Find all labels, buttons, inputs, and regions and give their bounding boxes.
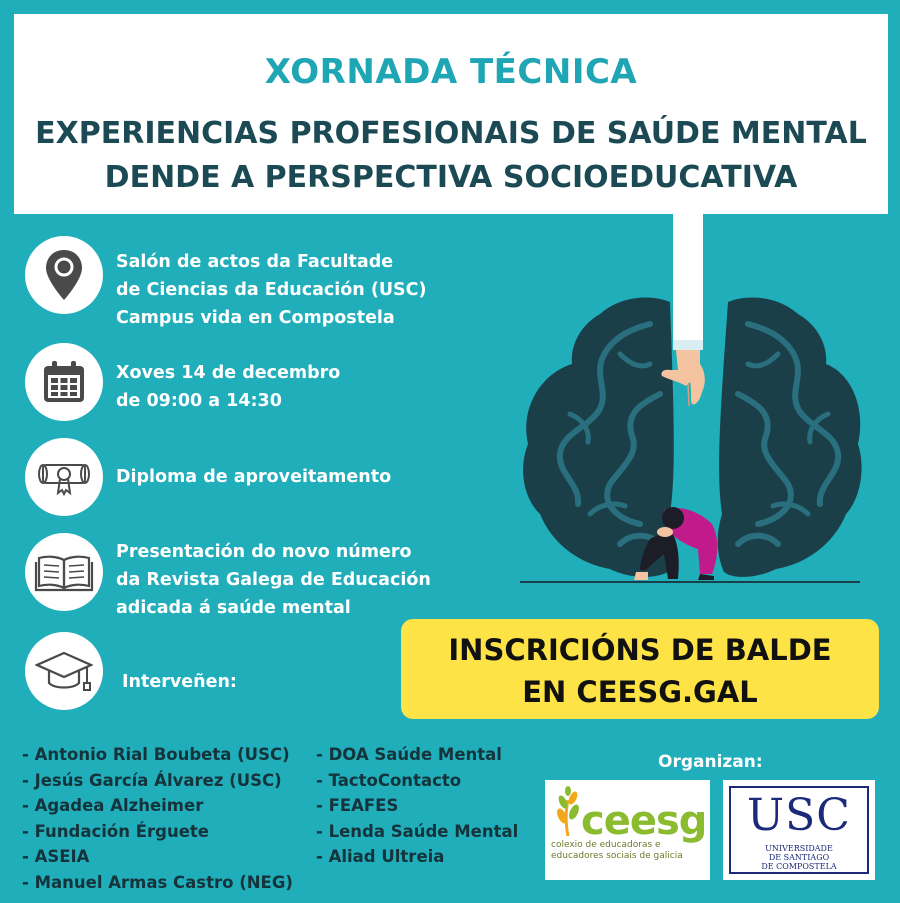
right-brain-hemisphere (718, 298, 862, 577)
calendar-icon (25, 343, 103, 421)
list-item: - Agadea Alzheimer (22, 796, 204, 815)
registration-line-1: INSCRICIÓNS DE BALDE (448, 633, 832, 667)
venue-text: Salón de actos da Facultade de Ciencias da Educación (USC) Campus vida en Compostela (116, 252, 427, 328)
event-title-line-2: DENDE A PERSPECTIVA SOCIOEDUCATIVA (104, 160, 798, 195)
list-item: - Antonio Rial Boubeta (USC) (22, 745, 290, 764)
graduation-cap-icon (25, 632, 103, 710)
speakers-list-right (316, 742, 518, 870)
list-item: - Manuel Armas Castro (NEG) (22, 872, 293, 892)
list-item: - TactoContacto (316, 770, 462, 790)
list-item: - Fundación Érguete (22, 821, 209, 841)
list-item: - Jesús García Álvarez (USC) (22, 770, 282, 790)
list-item: - Aliad Ultreia (316, 847, 445, 866)
wheat-icon (551, 786, 585, 838)
date-time-text: Xoves 14 de decembro de 09:00 a 14:30 (116, 363, 341, 411)
speakers-list-left (22, 742, 293, 895)
diploma-icon (25, 438, 103, 516)
ceesg-wordmark: ceesg (581, 798, 707, 844)
list-item: - DOA Saúde Mental (316, 745, 502, 764)
list-item: - FEAFES (316, 796, 399, 815)
journal-text: Presentación do novo número da Revista Galega de Educación adicada á saúde mental (116, 542, 431, 618)
ceesg-subtitle: colexio de educadoras e educadores sociais de galicia (551, 840, 683, 861)
header-banner (14, 14, 888, 214)
event-title-line-1: EXPERIENCIAS PROFESIONAIS DE SAÚDE MENTAL (35, 116, 867, 151)
ceesg-logo (545, 780, 710, 880)
usc-logo (723, 780, 875, 880)
open-book-icon (25, 533, 103, 611)
diploma-text: Diploma de aproveitamento (116, 467, 392, 487)
usc-subtitle: UNIVERSIDADE DE SANTIAGO DE COMPOSTELA (761, 844, 837, 871)
usc-wordmark: USC (747, 790, 851, 841)
left-brain-hemisphere (523, 298, 674, 577)
list-item: - Lenda Saúde Mental (316, 821, 519, 841)
event-kicker: XORNADA TÉCNICA (264, 52, 638, 92)
organizers-label: Organizan: (658, 752, 763, 772)
location-pin-icon (25, 236, 103, 314)
registration-line-2: EN CEESG.GAL (522, 675, 758, 709)
speakers-heading: Interveñen: (122, 672, 237, 692)
registration-banner (401, 619, 879, 719)
list-item: - ASEIA (22, 847, 90, 866)
brain-illustration (500, 214, 870, 594)
